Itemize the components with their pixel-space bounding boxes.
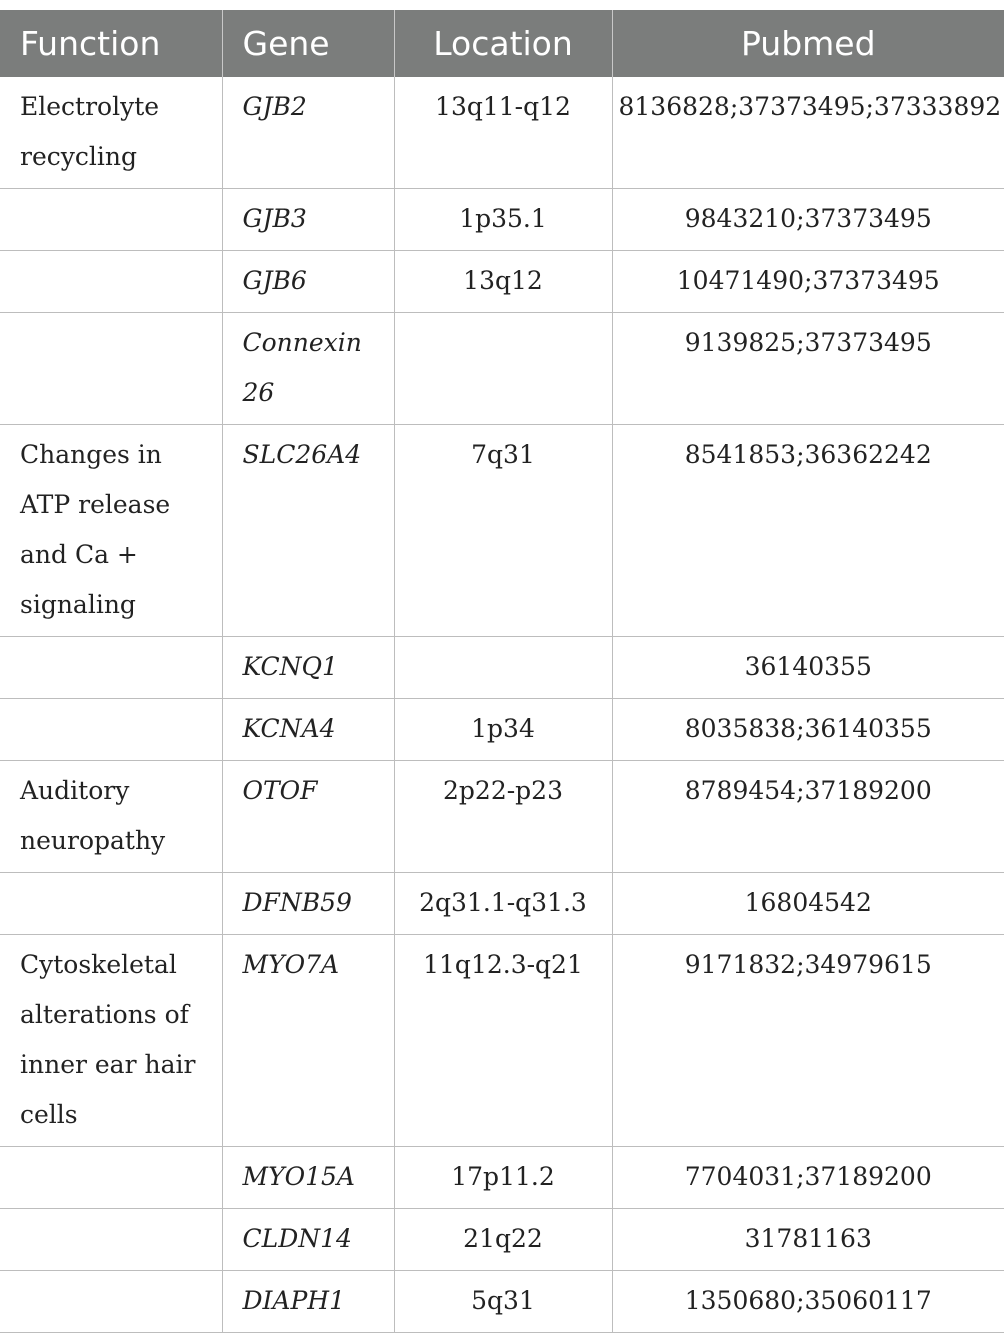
cell-function — [0, 313, 222, 425]
table-row — [0, 935, 1004, 1147]
cell-pubmed: 8789454;37189200 — [612, 761, 1004, 873]
cell-location: 7q31 — [394, 425, 612, 637]
table-row — [0, 251, 1004, 313]
cell-function — [0, 189, 222, 251]
cell-location: 21q22 — [394, 1209, 612, 1271]
cell-function: Cytoskeletal alterations of inner ear hair cells — [0, 935, 222, 1147]
cell-pubmed: 8035838;36140355 — [612, 699, 1004, 761]
table-row — [0, 189, 1004, 251]
cell-gene: GJB6 — [222, 251, 394, 313]
cell-gene: KCNA4 — [222, 699, 394, 761]
cell-location — [394, 637, 612, 699]
cell-function — [0, 699, 222, 761]
cell-function — [0, 1271, 222, 1333]
table-row — [0, 1147, 1004, 1209]
cell-function — [0, 873, 222, 935]
table-row — [0, 873, 1004, 935]
cell-gene: MYO15A — [222, 1147, 394, 1209]
cell-function — [0, 637, 222, 699]
cell-gene: DIAPH1 — [222, 1271, 394, 1333]
header-function: Function — [0, 10, 222, 77]
cell-pubmed: 16804542 — [612, 873, 1004, 935]
cell-pubmed: 36140355 — [612, 637, 1004, 699]
header-gene: Gene — [222, 10, 394, 77]
cell-location: 13q11-q12 — [394, 77, 612, 189]
header-location: Location — [394, 10, 612, 77]
cell-gene: SLC26A4 — [222, 425, 394, 637]
header-pubmed: Pubmed — [740, 24, 876, 63]
cell-pubmed: 31781163 — [612, 1209, 1004, 1271]
cell-location — [394, 313, 612, 425]
cell-pubmed: 7704031;37189200 — [612, 1147, 1004, 1209]
table-row — [0, 699, 1004, 761]
table-row — [0, 1271, 1004, 1333]
cell-location: 1p34 — [394, 699, 612, 761]
cell-function: Electrolyte recycling — [0, 77, 222, 189]
cell-location: 17p11.2 — [394, 1147, 612, 1209]
table-row — [0, 761, 1004, 873]
cell-gene: DFNB59 — [222, 873, 394, 935]
cell-pubmed: 9843210;37373495 — [612, 189, 1004, 251]
cell-location: 13q12 — [394, 251, 612, 313]
cell-function — [0, 1209, 222, 1271]
cell-pubmed: 10471490;37373495 — [612, 251, 1004, 313]
table-row — [0, 425, 1004, 637]
table-row — [0, 1209, 1004, 1271]
cell-function: Auditory neuropathy — [0, 761, 222, 873]
table-header-row — [0, 10, 1004, 77]
cell-function: Changes in ATP release and Ca + signaling — [0, 425, 222, 637]
cell-location: 1p35.1 — [394, 189, 612, 251]
cell-function — [0, 1147, 222, 1209]
gene-table — [0, 10, 1004, 1333]
cell-gene: MYO7A — [222, 935, 394, 1147]
cell-gene: KCNQ1 — [222, 637, 394, 699]
cell-location: 11q12.3-q21 — [394, 935, 612, 1147]
cell-gene: OTOF — [222, 761, 394, 873]
cell-pubmed: 8541853;36362242 — [612, 425, 1004, 637]
cell-gene: Connexin 26 — [222, 313, 394, 425]
cell-gene: CLDN14 — [222, 1209, 394, 1271]
cell-pubmed: 9171832;34979615 — [612, 935, 1004, 1147]
table-row — [0, 313, 1004, 425]
cell-pubmed: 8136828;37373495;37333892 — [612, 77, 1004, 189]
cell-location: 5q31 — [394, 1271, 612, 1333]
cell-gene: GJB2 — [222, 77, 394, 189]
cell-location: 2p22-p23 — [394, 761, 612, 873]
cell-location: 2q31.1-q31.3 — [394, 873, 612, 935]
cell-pubmed: 9139825;37373495 — [612, 313, 1004, 425]
table-row — [0, 637, 1004, 699]
table-row — [0, 77, 1004, 189]
cell-gene: GJB3 — [222, 189, 394, 251]
cell-pubmed: 1350680;35060117 — [612, 1271, 1004, 1333]
cell-function — [0, 251, 222, 313]
